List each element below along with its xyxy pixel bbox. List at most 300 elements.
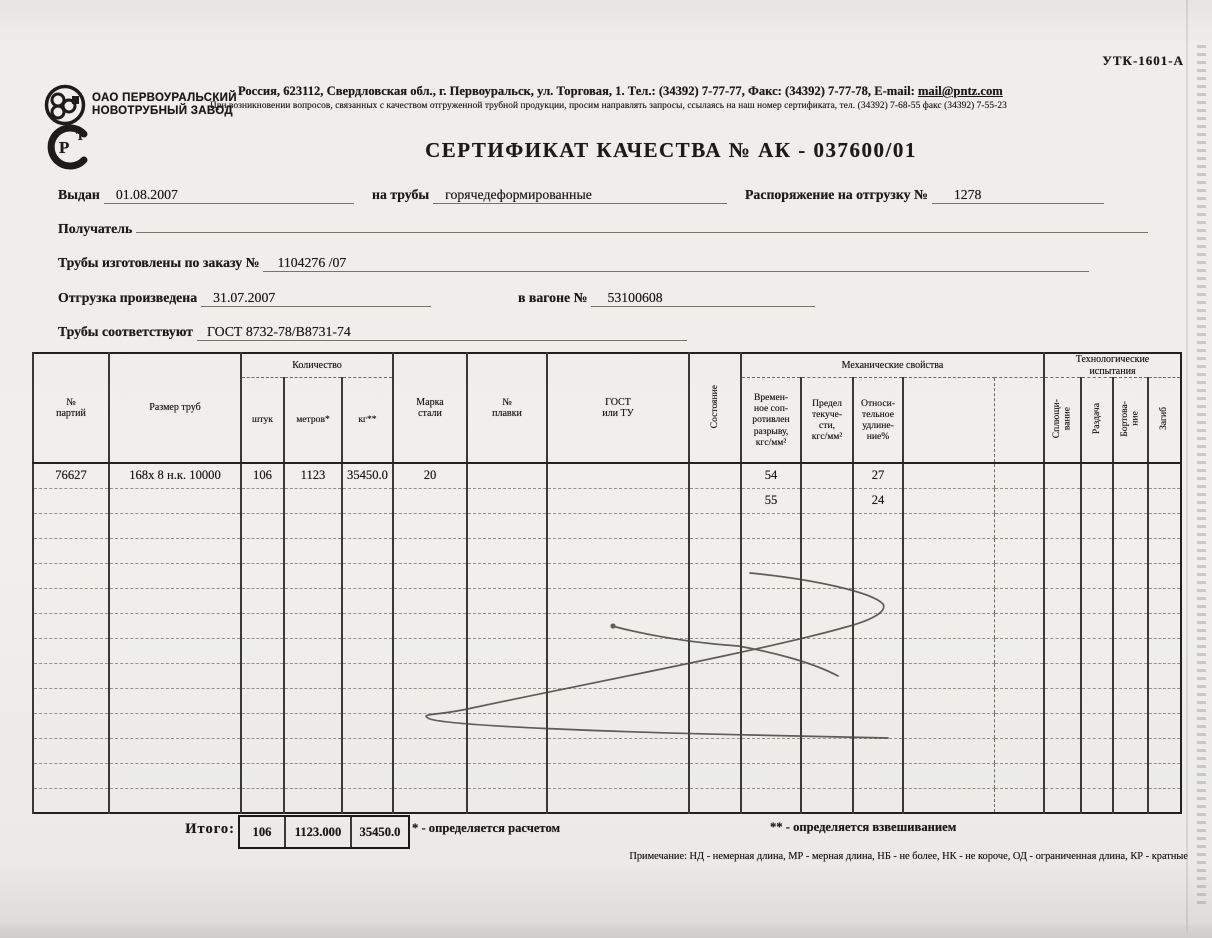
table-row [33,538,1181,563]
table-cell [241,488,284,513]
table-cell: 35450.0 [342,463,393,488]
table-cell [741,663,801,688]
header-flanging [1113,378,1148,464]
table-cell [109,688,241,713]
table-cell [342,613,393,638]
table-row [33,713,1181,738]
table-cell [1044,663,1081,688]
table-cell [741,638,801,663]
table-cell [853,788,903,813]
table-cell [801,588,853,613]
table-cell [284,688,342,713]
receiver-value [136,232,1148,233]
table-cell [342,663,393,688]
table-cell [1044,463,1081,488]
table-cell [547,613,689,638]
header-mech-extra-2 [994,378,1044,464]
table-cell [284,488,342,513]
table-cell [109,538,241,563]
conform-value: ГОСТ 8732-78/В8731-74 [197,324,687,341]
table-cell [342,738,393,763]
table-cell [994,663,1044,688]
table-cell [467,788,547,813]
table-cell [903,763,994,788]
table-cell [801,513,853,538]
table-row [33,613,1181,638]
field-issued [58,186,354,204]
table-cell [1113,488,1148,513]
table-cell: 20 [393,463,467,488]
table-cell [1113,713,1148,738]
table-cell [689,688,741,713]
company-logo-block [44,84,237,126]
table-cell [689,463,741,488]
table-cell [1148,563,1181,588]
table-cell [741,513,801,538]
table-cell [994,563,1044,588]
table-cell [284,638,342,663]
table-cell [1113,613,1148,638]
conform-label: Трубы соответствуют [58,324,193,339]
table-cell [741,538,801,563]
table-cell [994,488,1044,513]
table-cell [393,663,467,688]
table-cell [1148,663,1181,688]
table-cell [853,513,903,538]
table-cell [547,713,689,738]
table-row [33,788,1181,813]
header-size: Размер труб [109,353,241,463]
table-cell [903,563,994,588]
table-cell [741,613,801,638]
table-cell [467,463,547,488]
table-cell [33,788,109,813]
table-cell [393,588,467,613]
table-cell [467,713,547,738]
table-cell [689,713,741,738]
header-state-label: Состояние [708,384,720,428]
table-cell [853,738,903,763]
total-kg: 35450.0 [350,817,408,847]
table-cell [994,538,1044,563]
header-mech-extra-1 [903,378,994,464]
table-cell [853,563,903,588]
table-cell [903,463,994,488]
table-cell [994,763,1044,788]
table-cell [1148,538,1181,563]
table-cell [241,588,284,613]
table-header [33,353,1181,463]
table-cell [33,688,109,713]
table-cell [241,713,284,738]
table-cell [1044,738,1081,763]
table-cell [241,663,284,688]
table-cell [1081,538,1113,563]
table-cell [1148,613,1181,638]
table-cell [109,738,241,763]
table-cell [801,713,853,738]
table-cell [1148,738,1181,763]
table-cell [393,488,467,513]
table-cell [33,563,109,588]
table-cell [33,713,109,738]
table-cell [1113,638,1148,663]
company-email: mail@pntz.com [917,84,1003,98]
table-cell [393,738,467,763]
table-cell [1081,788,1113,813]
footnote-calculated: * - определяется расчетом [412,821,561,835]
table-cell [903,538,994,563]
table-cell: 168х 8 н.к. 10000 [109,463,241,488]
table-cell [1113,788,1148,813]
table-cell [241,638,284,663]
table-cell [801,688,853,713]
table-cell [342,538,393,563]
table-cell [109,488,241,513]
table-cell [342,688,393,713]
table-cell [393,563,467,588]
table-cell [1113,663,1148,688]
table-cell [1044,638,1081,663]
table-cell [689,538,741,563]
table-cell [467,688,547,713]
table-cell [393,763,467,788]
table-cell [547,588,689,613]
table-cell: 1123 [284,463,342,488]
table-row [33,738,1181,763]
table-cell [1113,738,1148,763]
table-cell [342,763,393,788]
table-cell [33,513,109,538]
table-cell [853,613,903,638]
header-steel-grade: Марка стали [393,353,467,463]
header-kg: кг** [342,378,393,464]
header-meters: метров* [284,378,342,464]
pipes-value: горячедеформированные [433,187,727,204]
shipment-order-value: 1278 [932,187,1104,204]
table-cell [1113,688,1148,713]
header-state [689,353,741,463]
table-cell [1113,563,1148,588]
table-cell [994,738,1044,763]
table-cell [547,663,689,688]
table-row [33,488,1181,513]
table-cell [741,788,801,813]
table-cell [903,663,994,688]
table-cell [801,763,853,788]
table-cell [689,738,741,763]
table-cell [547,538,689,563]
table-cell [689,663,741,688]
header-pieces: штук [241,378,284,464]
table-cell [741,563,801,588]
scan-bottom-band [0,925,1212,938]
table-cell [109,513,241,538]
table-cell [467,513,547,538]
field-conform [58,323,687,341]
table-row [33,513,1181,538]
field-receiver [58,220,1148,238]
header-bending [1148,378,1181,464]
table-cell [1044,538,1081,563]
table-cell [801,638,853,663]
table-cell [1044,763,1081,788]
table-cell [741,713,801,738]
form-code: УТК-1601-А [1102,53,1184,68]
table-cell [33,538,109,563]
table-cell [467,613,547,638]
table-cell [1044,613,1081,638]
table-cell [393,513,467,538]
total-meters: 1123.000 [284,817,350,847]
table-cell: 55 [741,488,801,513]
table-cell [547,688,689,713]
company-note: При возникновении вопросов, связанных с качеством отгруженной трубной продукции, просим направлять запросы, ссылаясь на наш номер сертификата, тел. (34392) 7-68-55 факс (34392) 7-55-23 [210,101,1007,111]
table-cell [853,588,903,613]
shipped-value: 31.07.2007 [201,290,431,307]
header-flanging-label: Бортова- ние [1118,400,1141,437]
shipment-order-label: Распоряжение на отгрузку № [745,187,928,202]
table-cell [33,638,109,663]
table-cell [241,513,284,538]
table-cell [109,588,241,613]
table-cell [342,638,393,663]
header-party: № партий [33,353,109,463]
table-cell [853,538,903,563]
issued-value: 01.08.2007 [104,187,354,204]
company-address [238,84,1188,99]
table-cell [284,613,342,638]
table-cell [342,588,393,613]
scan-edge-crease [1186,0,1188,938]
table-cell [467,663,547,688]
table-cell [393,713,467,738]
table-cell [741,763,801,788]
table-cell [1044,488,1081,513]
table-cell [1081,663,1113,688]
total-pieces: 106 [252,824,272,839]
table-cell [547,513,689,538]
table-cell [903,738,994,763]
table-cell [547,788,689,813]
table-cell [801,538,853,563]
table-cell [467,488,547,513]
table-cell [903,488,994,513]
table-cell [1148,713,1181,738]
table-cell [547,763,689,788]
total-label: Итого: [185,821,235,837]
table-cell [547,488,689,513]
table-cell [1081,688,1113,713]
footnote-weighed: ** - определяется взвешиванием [770,820,957,834]
table-cell [994,688,1044,713]
table-cell [284,663,342,688]
table-cell [801,488,853,513]
table-cell [467,638,547,663]
table-cell [342,788,393,813]
table-cell [1081,563,1113,588]
pntz-logo-icon [44,84,86,126]
table-cell [689,588,741,613]
table-cell [241,538,284,563]
table-cell [241,688,284,713]
header-flattening-label: Сплющи- вание [1050,398,1073,439]
table-cell [109,663,241,688]
header-yield: Предел текуче- сти, кгс/мм² [801,378,853,464]
table-cell [1148,513,1181,538]
table-cell [903,688,994,713]
table-cell [689,638,741,663]
table-cell [342,513,393,538]
table-cell: 27 [853,463,903,488]
table-cell [284,538,342,563]
table-cell [1081,488,1113,513]
table-cell [467,563,547,588]
table-cell [903,638,994,663]
table-cell [1148,788,1181,813]
table-cell [342,713,393,738]
table-cell [241,738,284,763]
table-cell [467,738,547,763]
table-cell [1081,463,1113,488]
table-cell [1044,688,1081,713]
certificate-table [32,352,1182,814]
table-cell [1044,513,1081,538]
table-cell [33,763,109,788]
table-cell [547,638,689,663]
table-cell [467,538,547,563]
table-cell [393,538,467,563]
made-by-order-value: 1104276 /07 [263,255,1089,272]
header-expanding-label: Раздача [1090,402,1102,435]
table-cell [1113,763,1148,788]
table-cell [853,763,903,788]
table-cell [284,588,342,613]
table-cell [241,763,284,788]
table-cell [393,613,467,638]
table-cell [342,563,393,588]
header-gost: ГОСТ или ТУ [547,353,689,463]
table-cell [1148,688,1181,713]
table-cell [284,563,342,588]
receiver-label: Получатель [58,221,133,236]
table-cell [241,788,284,813]
table-cell [284,513,342,538]
table-cell [994,588,1044,613]
wagon-value: 53100608 [591,290,815,307]
table-cell [547,463,689,488]
field-pipes [372,186,727,204]
table-cell: 76627 [33,463,109,488]
company-name-line1: ОАО ПЕРВОУРАЛЬСКИЙ [92,92,237,104]
table-cell [994,638,1044,663]
table-cell [33,613,109,638]
table-cell [1113,463,1148,488]
table-cell [741,738,801,763]
table-cell [1148,763,1181,788]
table-cell [241,563,284,588]
table-cell [689,763,741,788]
table-cell [1044,713,1081,738]
table-cell [393,688,467,713]
table-cell [1044,788,1081,813]
table-cell [853,663,903,688]
header-elongation: Относи- тельное удлине- ние% [853,378,903,464]
table-cell [109,763,241,788]
issued-label: Выдан [58,187,100,202]
table-cell [109,788,241,813]
header-bending-label: Загиб [1158,406,1170,430]
header-quantity-group: Количество [241,353,393,378]
table-cell [994,513,1044,538]
table-cell [1113,538,1148,563]
table-cell [853,713,903,738]
table-cell [689,788,741,813]
table-row [33,638,1181,663]
table-cell [1081,638,1113,663]
table-cell [33,488,109,513]
table-cell [393,788,467,813]
table-cell [994,788,1044,813]
shipped-label: Отгрузка произведена [58,290,198,305]
table-body [33,463,1181,813]
table-cell [1044,588,1081,613]
table-cell [1081,513,1113,538]
header-melt-number: № плавки [467,353,547,463]
table-cell [903,713,994,738]
made-by-order-label: Трубы изготовлены по заказу № [58,255,260,270]
address-text: Россия, 623112, Свердловская обл., г. Первоуральск, ул. Торговая, 1. Тел.: (34392) 7-77-77, Факс: (34392) 7-77-78, E-mail: [238,84,918,98]
svg-text:Т: Т [76,128,85,143]
table-cell [393,638,467,663]
table-cell [1081,713,1113,738]
header-technological-group: Технологические испытания [1044,353,1181,378]
table-cell [1081,588,1113,613]
header-flattening [1044,378,1081,464]
table-cell [467,763,547,788]
table-cell [109,563,241,588]
table-cell [467,588,547,613]
table-cell [1081,763,1113,788]
table-row [33,763,1181,788]
table-cell [801,788,853,813]
svg-text:Р: Р [59,138,70,157]
table-cell [1148,488,1181,513]
table-cell [903,513,994,538]
table-cell [689,613,741,638]
table-cell [1081,738,1113,763]
table-cell [741,688,801,713]
table-cell [689,488,741,513]
table-cell [853,638,903,663]
table-cell [284,713,342,738]
document-title: СЕРТИФИКАТ КАЧЕСТВА № АК - 037600/01 [425,138,917,162]
field-wagon [518,289,815,307]
company-name-line2: НОВОТРУБНЫЙ ЗАВОД [92,105,233,117]
table-cell [1044,563,1081,588]
table-cell [547,738,689,763]
table-cell [547,563,689,588]
table-cell [994,463,1044,488]
table-cell [1148,588,1181,613]
table-cell [1113,513,1148,538]
table-cell: 24 [853,488,903,513]
table-cell [903,788,994,813]
table-cell [109,638,241,663]
table-cell [109,613,241,638]
table-cell [1148,463,1181,488]
field-shipped [58,289,431,307]
